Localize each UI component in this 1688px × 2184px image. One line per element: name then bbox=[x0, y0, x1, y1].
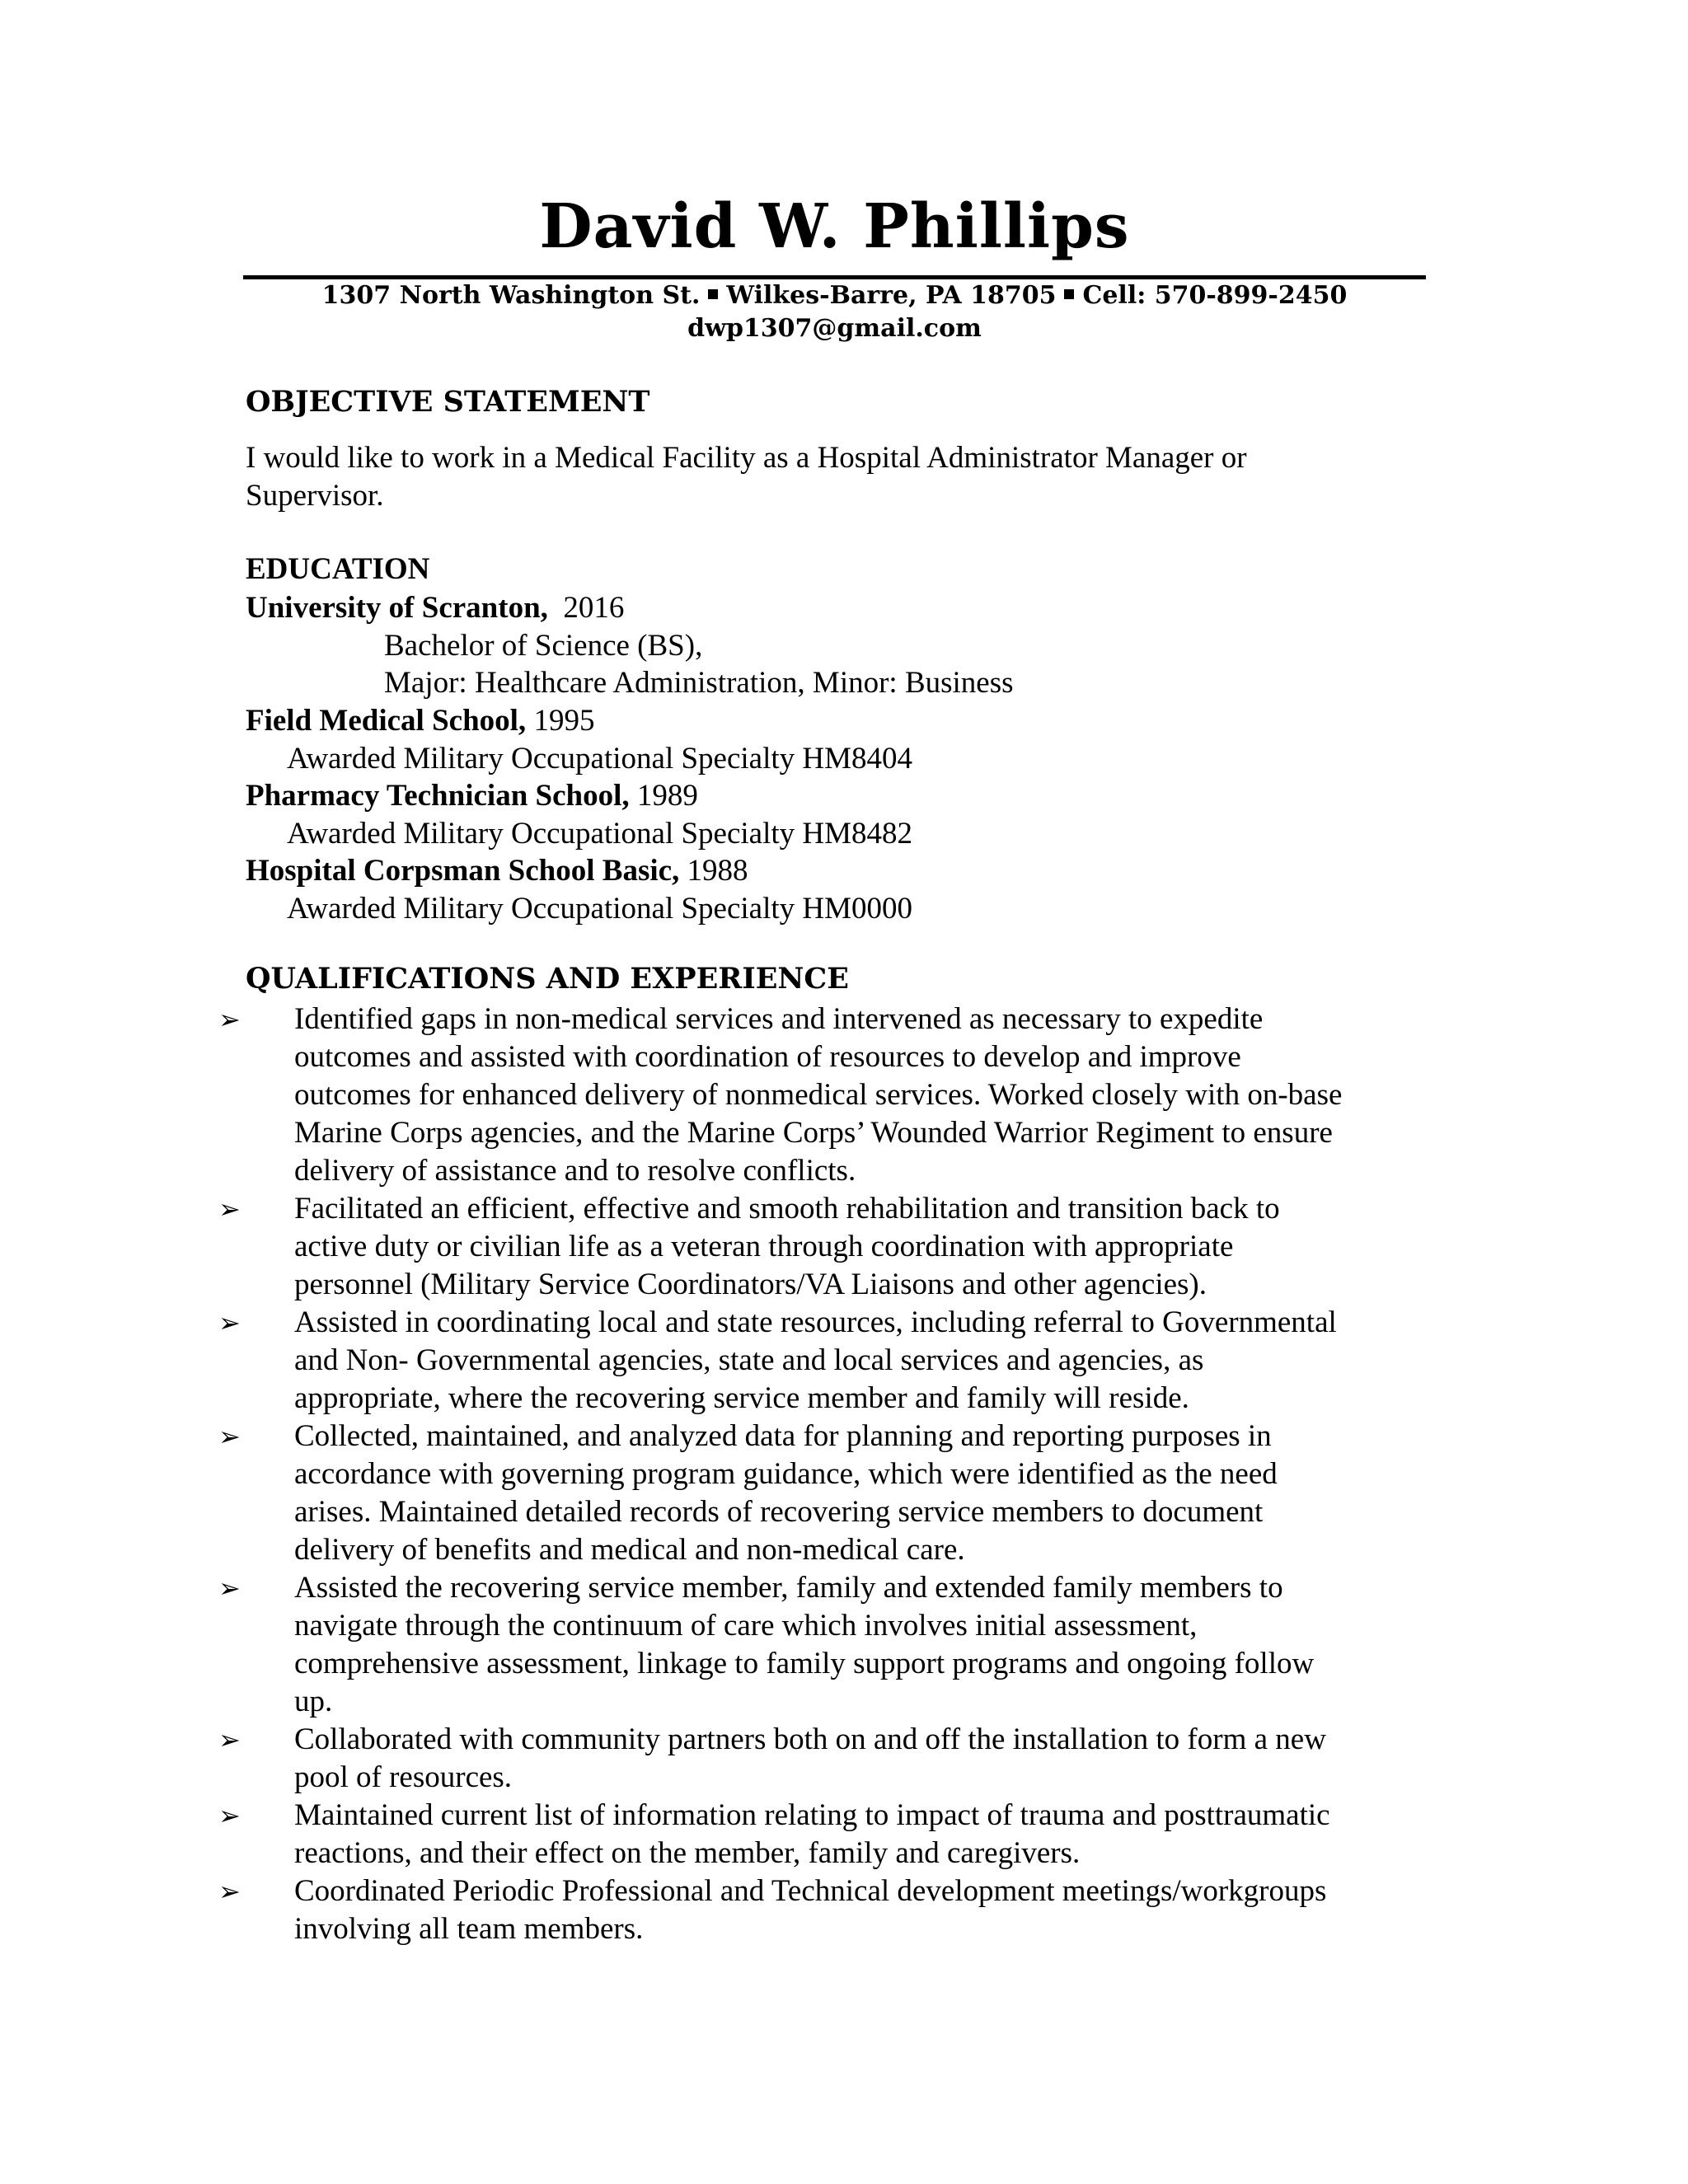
education-detail: Major: Healthcare Administration, Minor: Business bbox=[384, 666, 1014, 700]
school-year: 1988 bbox=[687, 854, 748, 888]
school-name: Hospital Corpsman School Basic, bbox=[246, 854, 680, 888]
arrow-bullet-icon: ➢ bbox=[218, 1877, 241, 1906]
email-line bbox=[243, 316, 1426, 341]
list-item bbox=[218, 1872, 1438, 1948]
item-line: Marine Corps agencies, and the Marine Corps’ Wounded Warrior Regiment to ensure bbox=[294, 1116, 1333, 1150]
separator-square-icon bbox=[1064, 289, 1074, 299]
education-entry bbox=[246, 852, 748, 890]
item-line: outcomes and assisted with coordination of resources to develop and improve bbox=[294, 1040, 1241, 1074]
education-detail: Awarded Military Occupational Specialty HM8404 bbox=[287, 742, 913, 776]
item-line: and Non- Governmental agencies, state and local services and agencies, as bbox=[294, 1343, 1204, 1377]
arrow-bullet-icon: ➢ bbox=[218, 1422, 241, 1451]
list-item bbox=[218, 1721, 1438, 1797]
contact-line bbox=[243, 281, 1426, 310]
school-name: Field Medical School, bbox=[246, 704, 527, 738]
item-line: personnel (Military Service Coordinators/VA Liaisons and other agencies). bbox=[294, 1268, 1207, 1301]
school-name: Pharmacy Technician School, bbox=[246, 779, 630, 813]
item-line: comprehensive assessment, linkage to family support programs and ongoing follow bbox=[294, 1647, 1315, 1680]
item-line: appropriate, where the recovering service member and family will reside. bbox=[294, 1381, 1189, 1415]
arrow-bullet-icon: ➢ bbox=[218, 1725, 241, 1755]
arrow-bullet-icon: ➢ bbox=[218, 1308, 241, 1338]
item-line: outcomes for enhanced delivery of nonmedical services. Worked closely with on-base bbox=[294, 1078, 1343, 1112]
school-name: University of Scranton, bbox=[246, 591, 548, 625]
item-line: Facilitated an efficient, effective and smooth rehabilitation and transition back to bbox=[294, 1192, 1280, 1226]
city-state-zip: Wilkes-Barre, PA 18705 bbox=[726, 281, 1057, 310]
school-year: 1995 bbox=[533, 704, 595, 738]
education-entry bbox=[246, 777, 698, 815]
item-line: involving all team members. bbox=[294, 1912, 644, 1946]
header-rule bbox=[243, 275, 1426, 279]
resume-name: David W. Phillips bbox=[539, 191, 1130, 262]
item-line: Collaborated with community partners both on and off the installation to form a new bbox=[294, 1722, 1326, 1756]
address: 1307 North Washington St. bbox=[321, 281, 701, 310]
education-heading: EDUCATION bbox=[246, 552, 430, 586]
list-item bbox=[218, 1418, 1438, 1569]
arrow-bullet-icon: ➢ bbox=[218, 1194, 241, 1224]
item-line: reactions, and their effect on the member, family and caregivers. bbox=[294, 1836, 1081, 1870]
list-item bbox=[218, 1190, 1438, 1304]
list-item bbox=[218, 1001, 1438, 1190]
education-entry bbox=[246, 702, 594, 740]
education-detail: Bachelor of Science (BS), bbox=[384, 629, 703, 663]
item-line: navigate through the continuum of care which involves initial assessment, bbox=[294, 1609, 1198, 1643]
item-line: active duty or civilian life as a veteran through coordination with appropriate bbox=[294, 1230, 1234, 1263]
item-line: Identified gaps in non-medical services and intervened as necessary to expedite bbox=[294, 1002, 1264, 1036]
item-line: Collected, maintained, and analyzed data for planning and reporting purposes in bbox=[294, 1419, 1272, 1453]
item-line: Assisted in coordinating local and state resources, including referral to Governmental bbox=[294, 1305, 1337, 1339]
objective-text bbox=[246, 439, 1334, 515]
education-detail: Awarded Military Occupational Specialty HM8482 bbox=[287, 817, 913, 851]
school-year: 2016 bbox=[563, 591, 625, 625]
qualifications-heading: QUALIFICATIONS AND EXPERIENCE bbox=[246, 962, 849, 996]
list-item bbox=[218, 1304, 1438, 1418]
arrow-bullet-icon: ➢ bbox=[218, 1801, 241, 1830]
list-item bbox=[218, 1569, 1438, 1721]
item-line: pool of resources. bbox=[294, 1760, 513, 1794]
item-line: delivery of assistance and to resolve conflicts. bbox=[294, 1154, 856, 1188]
item-line: delivery of benefits and medical and non-medical care. bbox=[294, 1533, 965, 1567]
education-entry bbox=[246, 589, 624, 627]
item-line: accordance with governing program guidance, which were identified as the need bbox=[294, 1457, 1278, 1491]
arrow-bullet-icon: ➢ bbox=[218, 1573, 241, 1603]
qualifications-list bbox=[218, 1001, 1438, 1948]
item-line: arises. Maintained detailed records of recovering service members to document bbox=[294, 1495, 1264, 1529]
item-line: Maintained current list of information relating to impact of trauma and posttraumatic bbox=[294, 1798, 1330, 1832]
item-line: Assisted the recovering service member, family and extended family members to bbox=[294, 1571, 1283, 1605]
arrow-bullet-icon: ➢ bbox=[218, 1005, 241, 1034]
list-item bbox=[218, 1797, 1438, 1872]
item-line: Coordinated Periodic Professional and Technical development meetings/workgroups bbox=[294, 1874, 1327, 1908]
separator-square-icon bbox=[708, 289, 718, 299]
objective-line: I would like to work in a Medical Facility as a Hospital Administrator Manager or bbox=[246, 441, 1247, 475]
email: dwp1307@gmail.com bbox=[687, 314, 982, 343]
school-year: 1989 bbox=[636, 779, 698, 813]
objective-line: Supervisor. bbox=[246, 479, 384, 513]
cell-phone: Cell: 570-899-2450 bbox=[1082, 281, 1348, 310]
item-line: up. bbox=[294, 1685, 333, 1718]
education-detail: Awarded Military Occupational Specialty HM0000 bbox=[287, 892, 913, 926]
objective-heading: OBJECTIVE STATEMENT bbox=[246, 385, 650, 419]
